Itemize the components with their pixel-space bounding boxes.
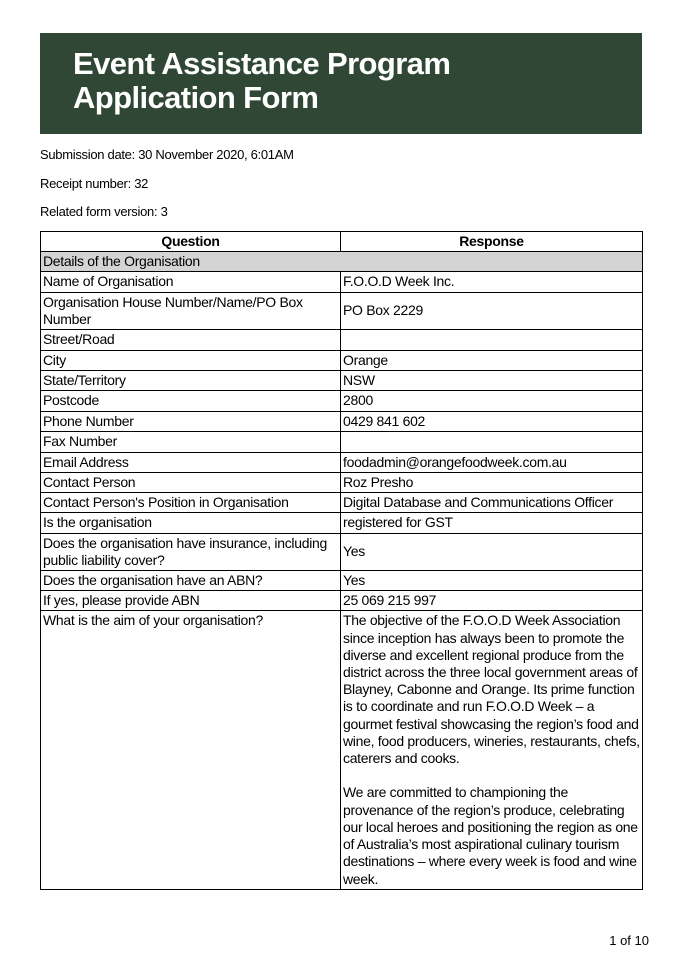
question-cell: If yes, please provide ABN	[41, 591, 341, 611]
response-cell: Yes	[341, 571, 643, 591]
page-number: 1 of 10	[609, 933, 649, 948]
section-title: Details of the Organisation	[41, 252, 643, 272]
submission-date: Submission date: 30 November 2020, 6:01AM	[40, 147, 294, 162]
table-row	[41, 411, 643, 431]
header-row	[41, 232, 643, 252]
question-cell: Street/Road	[41, 330, 341, 351]
response-cell: 25 069 215 997	[341, 591, 643, 611]
table-row	[41, 452, 643, 472]
response-cell: Yes	[341, 533, 643, 570]
table-row	[41, 533, 643, 570]
response-cell: F.O.O.D Week Inc.	[341, 272, 643, 292]
question-cell: Fax Number	[41, 431, 341, 452]
response-cell: Orange	[341, 351, 643, 371]
response-cell: The objective of the F.O.O.D Week Association since inception has always been to promote the diverse and excellent regional produce from the district across the three local government areas of Blayney, Cabonne and Orange. Its prime function is to coordinate and run F.O.O.D Week – a gourmet festival showcasing the region’s food and wine, food producers, wineries, restaurants, chefs, caterers and cooks. We are committed to championing the provenance of the region’s produce, celebrating our local heroes and positioning the region as one of Australia’s most aspirational culinary tourism destinations – where every week is food and wine week.	[341, 611, 643, 889]
table-row	[41, 371, 643, 391]
table-row	[41, 391, 643, 411]
question-cell: Does the organisation have insurance, including public liability cover?	[41, 533, 341, 570]
response-cell: NSW	[341, 371, 643, 391]
question-cell: Postcode	[41, 391, 341, 411]
question-cell: Is the organisation	[41, 513, 341, 533]
response-cell: foodadmin@orangefoodweek.com.au	[341, 452, 643, 472]
table-row	[41, 351, 643, 371]
table-row	[41, 473, 643, 493]
table-row	[41, 513, 643, 533]
question-cell: Email Address	[41, 452, 341, 472]
question-cell: Contact Person's Position in Organisation	[41, 493, 341, 513]
response-cell: 0429 841 602	[341, 411, 643, 431]
question-cell: Organisation House Number/Name/PO Box Number	[41, 292, 341, 329]
question-cell: Does the organisation have an ABN?	[41, 571, 341, 591]
section-row	[41, 252, 643, 272]
table-row	[41, 591, 643, 611]
response-cell: 2800	[341, 391, 643, 411]
table-row	[41, 272, 643, 292]
response-header: Response	[341, 232, 643, 252]
response-cell	[341, 431, 643, 452]
question-cell: What is the aim of your organisation?	[41, 611, 341, 889]
response-cell: Roz Presho	[341, 473, 643, 493]
question-cell: State/Territory	[41, 371, 341, 391]
response-cell: Digital Database and Communications Officer	[341, 493, 643, 513]
title-line-2: Application Form	[73, 80, 319, 115]
question-cell: Name of Organisation	[41, 272, 341, 292]
details-table	[40, 231, 643, 890]
table-row	[41, 330, 643, 351]
response-cell	[341, 330, 643, 351]
table-row	[41, 611, 643, 889]
question-cell: Contact Person	[41, 473, 341, 493]
question-cell: Phone Number	[41, 411, 341, 431]
question-cell: City	[41, 351, 341, 371]
question-header: Question	[41, 232, 341, 252]
table-row	[41, 431, 643, 452]
page-title	[73, 47, 642, 115]
receipt-number: Receipt number: 32	[40, 176, 149, 191]
table-row	[41, 493, 643, 513]
table-row	[41, 292, 643, 329]
table-row	[41, 571, 643, 591]
form-version: Related form version: 3	[40, 204, 168, 219]
title-banner	[40, 33, 642, 134]
response-cell: PO Box 2229	[341, 292, 643, 329]
response-cell: registered for GST	[341, 513, 643, 533]
title-line-1: Event Assistance Program	[73, 46, 451, 81]
